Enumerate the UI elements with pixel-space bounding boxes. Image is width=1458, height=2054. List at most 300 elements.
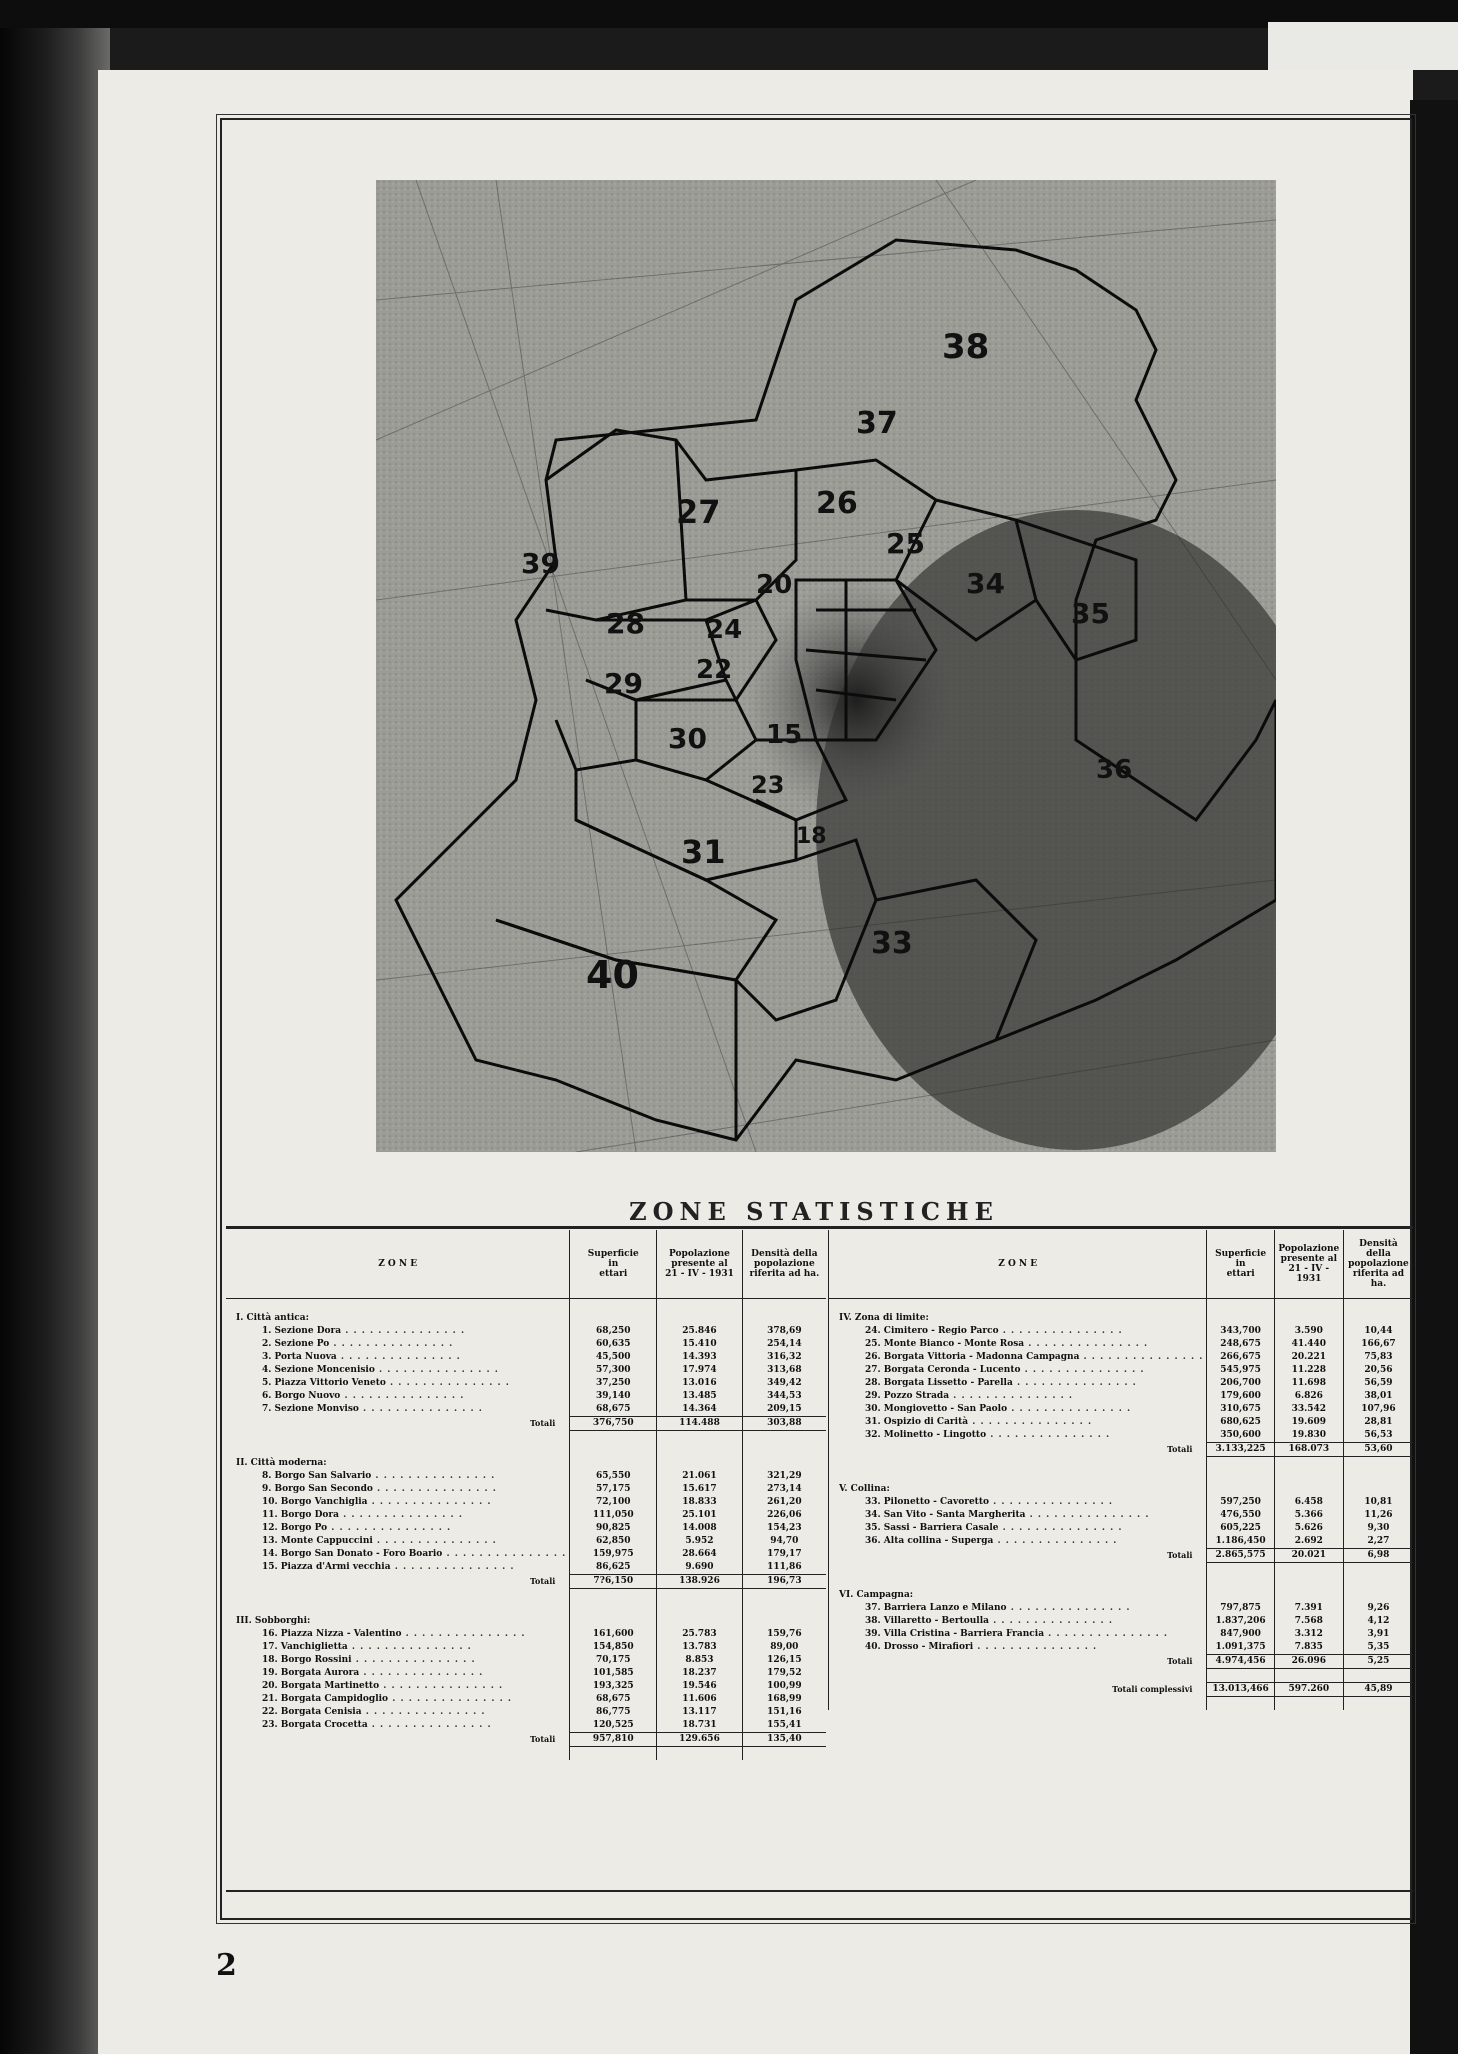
- zone-name-cell: [829, 1549, 1207, 1563]
- population-cell-text: 19.546: [682, 1681, 717, 1691]
- density-cell: [1343, 1549, 1413, 1563]
- zone-label-30: 30: [668, 722, 707, 755]
- totals-row: [226, 1417, 826, 1431]
- density-cell: [1343, 1312, 1413, 1325]
- population-cell: [1274, 1589, 1343, 1602]
- zone-name-cell-text: 28. Borgata Lissetto - Parella: [865, 1378, 1013, 1388]
- density-cell-text: 151,16: [767, 1707, 802, 1717]
- zone-name-cell-text: 26. Borgata Vittoria - Madonna Campagna: [865, 1352, 1080, 1362]
- population-cell: [657, 1706, 743, 1719]
- leader-dots: . . . . . . . . . . . . . . .: [998, 1523, 1123, 1533]
- area-cell: [570, 1470, 657, 1483]
- table-row: [226, 1403, 826, 1417]
- spacer-cell: [742, 1444, 826, 1457]
- table-bottom-rule: [226, 1890, 1413, 1892]
- table-row: [226, 1667, 826, 1680]
- spacer-cell: [570, 1589, 657, 1603]
- zone-name-cell: [226, 1390, 570, 1403]
- table-row: [226, 1641, 826, 1654]
- population-cell-text: 168.073: [1288, 1444, 1330, 1454]
- totals-row: [829, 1549, 1414, 1563]
- zone-name-cell: [829, 1589, 1207, 1602]
- zone-name-cell: [829, 1522, 1207, 1535]
- table-row: [829, 1615, 1414, 1628]
- density-cell: [742, 1733, 826, 1747]
- density-cell-text: 154,23: [767, 1523, 802, 1533]
- section-row: [226, 1615, 826, 1628]
- header-pop-line3: 21 - IV - 1931: [665, 1269, 734, 1279]
- population-cell: [1274, 1549, 1343, 1563]
- zone-name-cell: [226, 1641, 570, 1654]
- population-cell-text: 5.366: [1294, 1510, 1323, 1520]
- population-cell: [1274, 1655, 1343, 1669]
- zone-label-31: 31: [681, 833, 726, 871]
- leader-dots: . . . . . . . . . . . . . . .: [1024, 1339, 1149, 1349]
- leader-dots: . . . . . . . . . . . . . . .: [986, 1430, 1111, 1441]
- leader-dots: . . . . . . . . . . . . . . .: [989, 1497, 1114, 1507]
- zone-name-cell-text: Totali: [1167, 1656, 1193, 1666]
- spacer-cell: [1274, 1669, 1343, 1683]
- zone-name-cell-text: 12. Borgo Po: [262, 1523, 328, 1533]
- area-cell: [1207, 1364, 1274, 1377]
- density-cell: [1343, 1443, 1413, 1457]
- spacer-row: [226, 1747, 826, 1761]
- zone-name-cell-text: 21. Borgata Campidoglio: [262, 1694, 389, 1704]
- area-cell-text: 605,225: [1220, 1523, 1261, 1533]
- population-cell: [657, 1325, 743, 1338]
- spacer-cell: [1274, 1576, 1343, 1589]
- zone-name-cell-text: 15. Piazza d'Armi vecchia: [262, 1562, 391, 1573]
- zones-table-right: [828, 1230, 1413, 1710]
- header-pop-line2: presente al: [671, 1259, 728, 1269]
- zone-name-cell: [226, 1470, 570, 1483]
- scan-binding-shadow: [0, 28, 110, 2054]
- population-cell-text: 2.692: [1294, 1536, 1323, 1546]
- population-cell: [657, 1457, 743, 1470]
- zone-label-34: 34: [966, 567, 1005, 600]
- population-cell: [1274, 1403, 1343, 1416]
- area-cell: [1207, 1377, 1274, 1390]
- area-cell: [570, 1548, 657, 1561]
- density-cell-text: 94,70: [770, 1536, 799, 1546]
- header-area-line2: in: [1235, 1259, 1246, 1269]
- density-cell: [1343, 1602, 1413, 1615]
- density-cell: [742, 1667, 826, 1680]
- header-dens-line3: riferita ad ha.: [1352, 1269, 1405, 1289]
- population-cell-text: 7.835: [1294, 1642, 1323, 1652]
- spacer-cell: [657, 1589, 743, 1603]
- leader-dots: . . . . . . . . . . . . . . .: [1012, 1378, 1137, 1388]
- density-cell: [742, 1325, 826, 1338]
- population-cell: [1274, 1615, 1343, 1628]
- area-cell: [1207, 1549, 1274, 1563]
- zone-label-29: 29: [604, 667, 643, 700]
- zone-name-cell: [829, 1683, 1207, 1697]
- population-cell-text: 20.221: [1291, 1352, 1327, 1362]
- table-row: [829, 1390, 1414, 1403]
- zone-name-cell: [829, 1615, 1207, 1628]
- spacer-cell: [829, 1457, 1207, 1471]
- area-cell: [570, 1312, 657, 1325]
- table-row: [226, 1706, 826, 1719]
- zone-name-cell-text: 38. Villaretto - Bertoulla: [865, 1616, 989, 1626]
- population-cell-text: 33.542: [1291, 1404, 1327, 1414]
- density-cell-text: 56,59: [1364, 1378, 1393, 1388]
- totals-row: [226, 1733, 826, 1747]
- area-cell-text: 159,975: [592, 1549, 634, 1559]
- density-cell: [742, 1706, 826, 1719]
- area-cell: [570, 1483, 657, 1496]
- spacer-cell: [226, 1747, 570, 1761]
- zone-name-cell: [226, 1377, 570, 1390]
- density-cell: [742, 1535, 826, 1548]
- leader-dots: . . . . . . . . . . . . . . .: [347, 1642, 472, 1652]
- population-cell: [1274, 1535, 1343, 1549]
- zone-name-cell-text: Totali: [1167, 1550, 1193, 1560]
- density-cell-text: 53,60: [1364, 1444, 1393, 1454]
- population-cell: [1274, 1641, 1343, 1655]
- zone-name-cell: [226, 1403, 570, 1417]
- zone-label-27: 27: [676, 493, 721, 531]
- zone-name-cell-text: 24. Cimitero - Regio Parco: [865, 1326, 999, 1336]
- area-cell: [1207, 1325, 1274, 1338]
- area-cell: [570, 1403, 657, 1417]
- section-row: [226, 1312, 826, 1325]
- population-cell-text: 6.826: [1294, 1391, 1323, 1401]
- area-cell-text: 179,600: [1220, 1391, 1261, 1401]
- leader-dots: . . . . . . . . . . . . . . .: [1020, 1365, 1145, 1375]
- population-cell: [657, 1561, 743, 1575]
- area-cell: [570, 1733, 657, 1747]
- spacer-cell: [742, 1602, 826, 1615]
- density-cell-text: 5,25: [1367, 1656, 1390, 1666]
- population-cell: [1274, 1377, 1343, 1390]
- density-cell-text: 2,27: [1367, 1536, 1390, 1546]
- header-pop-line3: 21 - IV - 1931: [1288, 1264, 1330, 1284]
- area-cell: [570, 1535, 657, 1548]
- spacer-cell: [657, 1299, 743, 1313]
- density-cell-text: 179,17: [767, 1549, 802, 1559]
- zones-table-right-body: [829, 1299, 1414, 1711]
- section-row: [829, 1483, 1414, 1496]
- density-cell: [742, 1641, 826, 1654]
- density-cell: [742, 1351, 826, 1364]
- zone-name-cell-text: 16. Piazza Nizza - Valentino: [262, 1629, 402, 1639]
- zone-name-cell: [829, 1628, 1207, 1641]
- area-cell: [570, 1417, 657, 1431]
- header-dens-line3: riferita ad ha.: [749, 1269, 820, 1279]
- header-area-line2: in: [608, 1259, 619, 1269]
- population-cell-text: 597.260: [1288, 1684, 1330, 1694]
- population-cell: [1274, 1522, 1343, 1535]
- density-cell: [1343, 1483, 1413, 1496]
- table-row: [226, 1483, 826, 1496]
- spacer-row: [226, 1602, 826, 1615]
- density-cell-text: 303,88: [767, 1418, 802, 1428]
- zone-name-cell: [829, 1377, 1207, 1390]
- leader-dots: . . . . . . . . . . . . . . .: [1007, 1404, 1132, 1414]
- zone-label-23: 23: [751, 771, 785, 799]
- area-cell-text: 60,635: [596, 1339, 631, 1349]
- zone-name-cell-text: 22. Borgata Cenisia: [262, 1707, 362, 1717]
- population-cell-text: 5.626: [1294, 1523, 1323, 1533]
- zone-name-cell: [226, 1667, 570, 1680]
- table-row: [829, 1602, 1414, 1615]
- density-cell: [742, 1483, 826, 1496]
- density-cell: [1343, 1429, 1413, 1443]
- spacer-cell: [829, 1470, 1207, 1483]
- header-dens-line1: Densità della: [751, 1249, 818, 1259]
- area-cell-text: 597,250: [1220, 1497, 1261, 1507]
- leader-dots: . . . . . . . . . . . . . . .: [968, 1417, 1093, 1427]
- density-cell-text: 56,53: [1364, 1430, 1393, 1440]
- zone-label-33: 33: [871, 926, 913, 961]
- density-cell-text: 20,56: [1364, 1365, 1393, 1375]
- area-cell: [570, 1615, 657, 1628]
- zone-name-cell-text: 32. Molinetto - Lingotto: [865, 1430, 987, 1441]
- area-cell: [570, 1338, 657, 1351]
- population-cell: [657, 1417, 743, 1431]
- population-cell: [657, 1693, 743, 1706]
- zone-name-cell-text: V. Collina:: [839, 1484, 890, 1494]
- spacer-cell: [1343, 1669, 1413, 1683]
- density-cell: [1343, 1416, 1413, 1429]
- area-cell: [1207, 1429, 1274, 1443]
- zones-map: [376, 180, 1276, 1152]
- density-cell-text: 107,96: [1361, 1404, 1396, 1414]
- population-cell: [657, 1654, 743, 1667]
- density-cell: [742, 1548, 826, 1561]
- population-cell: [657, 1496, 743, 1509]
- population-cell-text: 11.606: [682, 1694, 717, 1704]
- density-cell: [742, 1575, 826, 1589]
- density-cell-text: 5,35: [1367, 1642, 1390, 1652]
- population-cell: [657, 1628, 743, 1641]
- zone-name-cell-text: Totali: [529, 1734, 556, 1744]
- area-cell: [1207, 1312, 1274, 1325]
- density-cell: [1343, 1522, 1413, 1535]
- zone-name-cell: [829, 1325, 1207, 1338]
- spacer-cell: [1274, 1457, 1343, 1471]
- zone-name-cell: [829, 1416, 1207, 1429]
- density-cell: [1343, 1364, 1413, 1377]
- leader-dots: . . . . . . . . . . . . . . .: [998, 1326, 1123, 1336]
- spacer-cell: [657, 1444, 743, 1457]
- density-cell: [742, 1693, 826, 1706]
- table-row: [226, 1561, 826, 1575]
- zone-name-cell: [226, 1457, 570, 1470]
- zone-name-cell-text: Totali complessivi: [1112, 1684, 1193, 1694]
- population-cell-text: 11.228: [1291, 1365, 1327, 1375]
- density-cell-text: 321,29: [767, 1471, 802, 1481]
- zone-name-cell: [226, 1615, 570, 1628]
- population-cell-text: 25.101: [682, 1510, 717, 1520]
- density-cell: [742, 1522, 826, 1535]
- zone-name-cell: [226, 1312, 570, 1325]
- header-area-line3: ettari: [599, 1269, 628, 1279]
- area-cell: [570, 1522, 657, 1535]
- density-cell-text: 28,81: [1364, 1417, 1393, 1427]
- area-cell: [570, 1641, 657, 1654]
- population-cell: [657, 1364, 743, 1377]
- table-row: [829, 1641, 1414, 1655]
- area-cell-text: 111,050: [592, 1510, 634, 1520]
- leader-dots: . . . . . . . . . . . . . . .: [367, 1720, 492, 1731]
- population-cell: [1274, 1390, 1343, 1403]
- density-cell: [1343, 1509, 1413, 1522]
- population-cell-text: 129.656: [679, 1734, 720, 1744]
- totals-row: [226, 1575, 826, 1589]
- table-header-row: [829, 1230, 1414, 1299]
- density-cell: [742, 1364, 826, 1377]
- density-cell-text: 378,69: [767, 1326, 802, 1336]
- area-cell: [570, 1351, 657, 1364]
- area-cell-text: 2.865,575: [1215, 1550, 1266, 1560]
- population-cell-text: 20.021: [1291, 1550, 1327, 1560]
- population-cell-text: 14.364: [682, 1404, 717, 1414]
- density-cell-text: 100,99: [767, 1681, 802, 1691]
- area-cell: [1207, 1338, 1274, 1351]
- spacer-cell: [1207, 1457, 1274, 1471]
- density-cell-text: 126,15: [767, 1655, 802, 1665]
- table-row: [829, 1429, 1414, 1443]
- population-cell-text: 13.783: [682, 1642, 717, 1652]
- zone-name-cell: [829, 1496, 1207, 1509]
- density-cell: [742, 1654, 826, 1667]
- zone-label-18: 18: [796, 824, 827, 849]
- zone-name-cell: [226, 1496, 570, 1509]
- area-cell-text: 90,825: [596, 1523, 631, 1533]
- header-pop-line1: Popolazione: [669, 1249, 730, 1259]
- population-cell: [657, 1483, 743, 1496]
- area-cell-text: 1.186,450: [1215, 1536, 1266, 1546]
- population-cell-text: 25.846: [682, 1326, 717, 1336]
- zone-name-cell: [226, 1706, 570, 1719]
- population-cell: [657, 1351, 743, 1364]
- leader-dots: . . . . . . . . . . . . . . .: [988, 1616, 1113, 1626]
- spacer-cell: [829, 1576, 1207, 1589]
- area-cell: [570, 1575, 657, 1589]
- density-cell-text: 273,14: [767, 1484, 802, 1494]
- leader-dots: . . . . . . . . . . . . . . .: [385, 1378, 510, 1388]
- table-row: [226, 1496, 826, 1509]
- density-cell: [742, 1390, 826, 1403]
- population-cell-text: 138.926: [679, 1576, 720, 1586]
- zone-name-cell: [829, 1483, 1207, 1496]
- population-cell: [1274, 1443, 1343, 1457]
- density-cell-text: 155,41: [767, 1720, 802, 1730]
- area-cell: [1207, 1683, 1274, 1697]
- density-cell-text: 196,73: [767, 1576, 802, 1586]
- area-cell-text: 39,140: [596, 1391, 631, 1401]
- area-cell: [1207, 1403, 1274, 1416]
- zone-name-cell: [829, 1602, 1207, 1615]
- area-cell-text: 37,250: [596, 1378, 631, 1388]
- zone-name-cell: [226, 1575, 570, 1589]
- table-row: [226, 1535, 826, 1548]
- area-cell-text: 680,625: [1220, 1417, 1261, 1427]
- table-row: [829, 1628, 1414, 1641]
- zone-name-cell-text: 40. Drosso - Mirafiori: [865, 1642, 974, 1653]
- totals-row: [829, 1443, 1414, 1457]
- zone-label-39: 39: [521, 547, 560, 580]
- leader-dots: . . . . . . . . . . . . . . .: [442, 1549, 567, 1559]
- spacer-cell: [570, 1747, 657, 1761]
- leader-dots: . . . . . . . . . . . . . . .: [361, 1707, 486, 1717]
- population-cell: [1274, 1628, 1343, 1641]
- area-cell: [570, 1654, 657, 1667]
- area-cell: [570, 1325, 657, 1338]
- leader-dots: . . . . . . . . . . . . . . .: [1006, 1603, 1131, 1613]
- population-cell-text: 19.609: [1291, 1417, 1327, 1427]
- leader-dots: . . . . . . . . . . . . . . .: [372, 1484, 497, 1494]
- area-cell-text: 3.133,225: [1215, 1444, 1266, 1454]
- table-row: [226, 1351, 826, 1364]
- table-row: [829, 1522, 1414, 1535]
- density-cell-text: 4,12: [1367, 1616, 1390, 1626]
- density-cell-text: 261,20: [767, 1497, 802, 1507]
- density-cell: [1343, 1338, 1413, 1351]
- density-cell-text: 10,44: [1364, 1326, 1393, 1336]
- density-cell: [742, 1628, 826, 1641]
- population-cell: [657, 1548, 743, 1561]
- table-row: [829, 1509, 1414, 1522]
- zone-name-cell-text: 17. Vanchiglietta: [262, 1642, 348, 1652]
- spacer-cell: [1207, 1576, 1274, 1589]
- zone-name-cell: [829, 1443, 1207, 1457]
- population-cell: [1274, 1364, 1343, 1377]
- area-cell-text: 57,300: [596, 1365, 631, 1375]
- population-cell: [1274, 1496, 1343, 1509]
- leader-dots: . . . . . . . . . . . . . . .: [327, 1523, 452, 1533]
- table-row: [226, 1522, 826, 1535]
- scan-top-right-edge: [1268, 22, 1458, 70]
- area-cell: [1207, 1416, 1274, 1429]
- area-cell: [570, 1390, 657, 1403]
- area-cell: [1207, 1496, 1274, 1509]
- density-cell-text: 3,91: [1367, 1629, 1390, 1639]
- zone-name-cell: [829, 1338, 1207, 1351]
- table-row: [226, 1364, 826, 1377]
- header-population: [1274, 1230, 1343, 1299]
- spacer-cell: [1343, 1563, 1413, 1577]
- zone-name-cell: [226, 1483, 570, 1496]
- table-row: [226, 1548, 826, 1561]
- area-cell-text: 343,700: [1220, 1326, 1261, 1336]
- spacer-cell: [829, 1669, 1207, 1683]
- zone-name-cell: [226, 1364, 570, 1377]
- zone-name-cell-text: 33. Pilonetto - Cavoretto: [865, 1497, 990, 1507]
- zone-name-cell: [829, 1390, 1207, 1403]
- leader-dots: . . . . . . . . . . . . . . .: [358, 1404, 483, 1415]
- area-cell: [570, 1509, 657, 1522]
- density-cell: [742, 1457, 826, 1470]
- population-cell: [657, 1575, 743, 1589]
- spacer-cell: [742, 1747, 826, 1761]
- leader-dots: . . . . . . . . . . . . . . .: [379, 1681, 504, 1691]
- area-cell: [570, 1377, 657, 1390]
- leader-dots: . . . . . . . . . . . . . . .: [340, 1391, 465, 1401]
- area-cell-text: 72,100: [596, 1497, 631, 1507]
- area-cell: [1207, 1509, 1274, 1522]
- density-cell-text: 344,53: [767, 1391, 802, 1401]
- area-cell: [570, 1457, 657, 1470]
- zone-name-cell-text: 30. Mongiovetto - San Paolo: [865, 1404, 1008, 1414]
- population-cell-text: 14.008: [682, 1523, 717, 1533]
- density-cell: [742, 1615, 826, 1628]
- table-header-row: [226, 1230, 826, 1299]
- zone-name-cell: [226, 1417, 570, 1431]
